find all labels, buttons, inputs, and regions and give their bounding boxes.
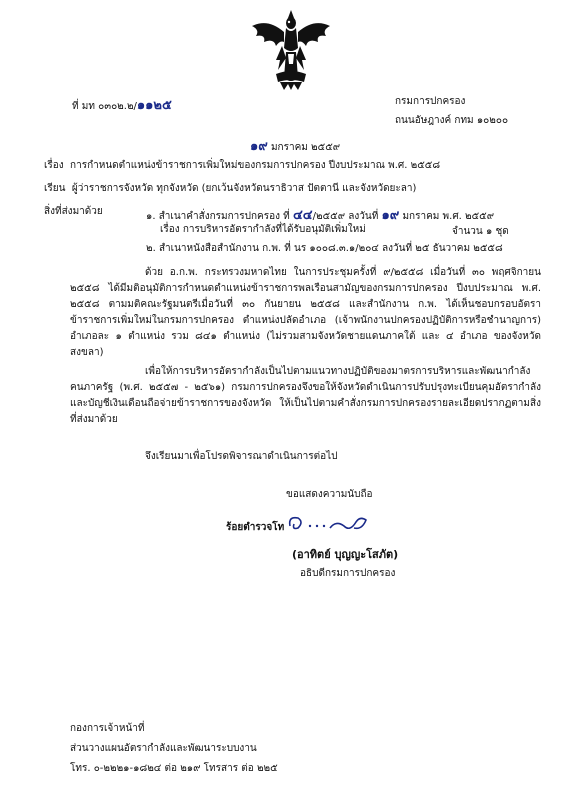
salutation-text: ผู้ว่าราชการจังหวัด ทุกจังหวัด (ยกเว้นจังหวัดนราธิวาส ปัตตานี และจังหวัดยะลา) — [71, 183, 417, 194]
handwritten-signature — [286, 512, 372, 538]
body-paragraph-1: ด้วย อ.ก.พ. กระทรวงมหาดไทย ในการประชุมครั้งที่ ๙/๒๕๕๘ เมื่อวันที่ ๓๐ พฤศจิกายน ๒๕๕๘ ได้มีมติอนุมัติการกำหนดตำแหน่งข้าราชการพลเรือนสามัญของกรมการปกครอง ปีงบประมาณ พ.ศ. ๒๕๕๘ ตามมติคณะรัฐมนตรีเมื่อวันที่ ๓๐ กันยายน ๒๕๕๘ และสำนักงาน ก.พ. ได้เห็นชอบกรอบอัตราข้าราชการเพิ่มใหม่ในกรมการปกครอง ตำแหน่งปลัดอำเภอ (เจ้าพนักงานปกครองปฏิบัติการหรือชำนาญการ) อำเภอละ ๑ ตำแหน่ง รวม ๘๔๑ ตำแหน่ง (ไม่รวมสามจังหวัดชายแดนภาคใต้ และ ๔ อำเภอ ของจังหวัดสงขลา) — [70, 267, 541, 358]
subject-line — [44, 158, 440, 173]
enclosure-item-1-day-handwritten: ๑๙ — [381, 208, 400, 223]
closing-regards: ขอแสดงความนับถือ — [286, 489, 373, 500]
reference-number — [72, 94, 172, 115]
garuda-emblem-icon — [246, 8, 336, 92]
enclosure-item-1-quantity: จำนวน ๑ ชุด — [452, 226, 509, 237]
subject-label: เรื่อง — [44, 160, 64, 171]
subject-text: การกำหนดตำแหน่งข้าราชการเพิ่มใหม่ของกรมการปกครอง ปีงบประมาณ พ.ศ. ๒๕๕๘ — [70, 160, 441, 171]
reference-number-label: ที่ มท ๐๓๐๒.๒/ — [72, 101, 137, 112]
letter-date — [250, 135, 340, 156]
enclosure-item-1-prefix: ๑. สำเนาคำสั่งกรมการปกครอง ที่ — [146, 211, 290, 222]
date-month-year: มกราคม ๒๕๕๙ — [270, 142, 341, 153]
agency-address: ถนนอัษฎางค์ กทม ๑๐๒๐๐ — [395, 115, 509, 126]
date-day-handwritten: ๑๙ — [250, 139, 268, 154]
footer-office: กองการเจ้าหน้าที่ — [70, 723, 145, 734]
footer-section: ส่วนวางแผนอัตรากำลังและพัฒนาระบบงาน — [70, 743, 257, 754]
enclosure-item-1-subject: เรื่อง การบริหารอัตรากำลังที่ได้รับอนุมัติเพิ่มใหม่ — [160, 224, 366, 235]
salutation-line — [44, 181, 416, 196]
body-paragraph-2: เพื่อให้การบริหารอัตรากำลังเป็นไปตามแนวทางปฏิบัติของมาตรการบริหารและพัฒนากำลังคนภาครัฐ (พ.ศ. ๒๕๕๗ - ๒๕๖๑) กรมการปกครองจึงขอให้จังหวัดดำเนินการปรับปรุงทะเบียนคุมอัตรากำลังและบัญชีเงินเดือนถือจ่ายข้าราชการของจังหวัด ให้เป็นไปตามคำสั่งกรมการปกครองรายละเอียดปรากฏตามสิ่งที่ส่งมาด้วย — [70, 366, 541, 425]
enclosures-label: สิ่งที่ส่งมาด้วย — [44, 206, 103, 217]
enclosure-item-1-mid: /๒๕๕๙ ลงวันที่ — [312, 211, 379, 222]
signatory-name: (อาทิตย์ บุญญะโสภัต) — [292, 548, 399, 561]
salutation-label: เรียน — [44, 183, 66, 194]
reference-number-handwritten: ๑๑๒๕ — [136, 98, 172, 113]
enclosure-item-2: ๒. สำเนาหนังสือสำนักงาน ก.พ. ที่ นร ๑๐๐๘.๓.๑/๒๐๔ ลงวันที่ ๒๕ ธันวาคม ๒๕๕๘ — [146, 243, 503, 254]
enclosure-item-1-suffix: มกราคม พ.ศ. ๒๕๕๙ — [402, 211, 495, 222]
footer-phone: โทร. ๐-๒๒๒๑-๑๘๒๔ ต่อ ๒๑๙ โทรสาร ต่อ ๒๒๕ — [70, 763, 278, 774]
body-paragraph-3: จึงเรียนมาเพื่อโปรดพิจารณาดำเนินการต่อไป — [145, 451, 338, 462]
signatory-rank: ร้อยตำรวจโท — [226, 522, 285, 533]
signatory-title: อธิบดีกรมการปกครอง — [300, 568, 396, 579]
agency-name: กรมการปกครอง — [395, 96, 466, 107]
enclosure-item-1-number-handwritten: ๔๔ — [292, 208, 313, 223]
